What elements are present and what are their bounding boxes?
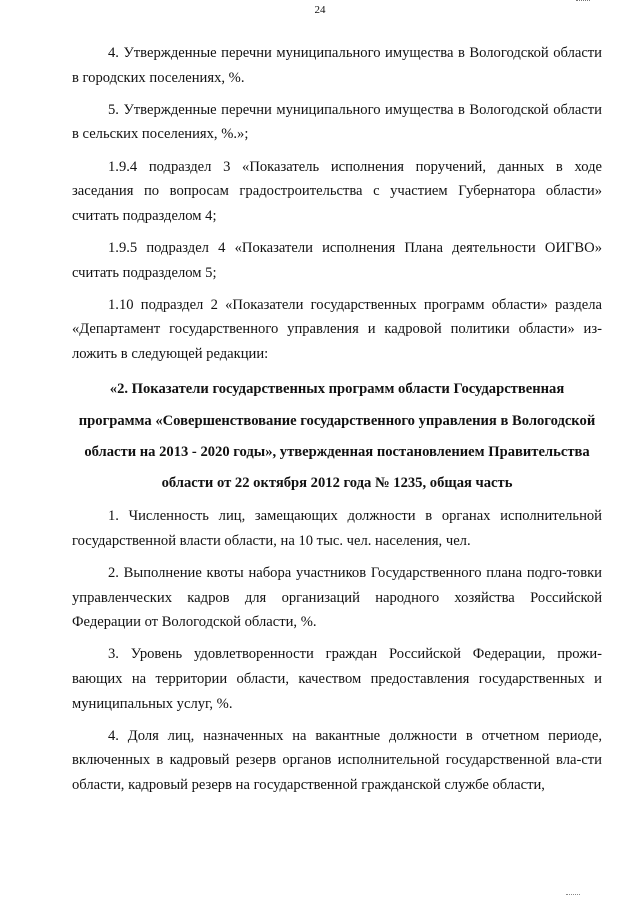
section-heading: «2. Показатели государственных программ области Государственная программа «Совершенствование государственного управления в Вологодской области на 2013 - 2020 годы», утвержденная постановлением Правительства области от 22 октября 2012 года № 1235, общая часть xyxy=(78,381,596,492)
page-number: 24 xyxy=(314,4,326,16)
document-body xyxy=(72,41,602,805)
paragraph-item-5: 5. Утвержденные перечни муниципального имущества в Вологодской области в сельских поселениях, %.»; xyxy=(72,101,602,143)
indicator-4: 4. Доля лиц, назначенных на вакантные должности в отчетном периоде, включенных в кадровый резерв органов исполнительной государственной вла-сти области, кадровый резерв на государственной гражданской службе области, xyxy=(72,727,602,794)
indicator-1: 1. Численность лиц, замещающих должности в органах исполнительной государственной власти области, на 10 тыс. чел. населения, чел. xyxy=(72,508,602,549)
indicator-2: 2. Выполнение квоты набора участников Государственного плана подго-товки управленческих кадров для организаций народного хозяйства Российской Федерации от Вологодской области, %. xyxy=(72,565,602,631)
scan-artifact-bottom xyxy=(566,894,580,899)
indicator-3: 3. Уровень удовлетворенности граждан Российской Федерации, прожи-вающих на территории области, качеством предоставления государственных и муниципальных услуг, %. xyxy=(72,646,602,712)
paragraph-item-4: 4. Утвержденные перечни муниципального имущества в Вологодской области в городских поселениях, %. xyxy=(72,45,602,86)
paragraph-1-10: 1.10 подраздел 2 «Показатели государственных программ области» раздела «Департамент государственного управления и кадровой политики области» из-ложить в следующей редакции: xyxy=(72,296,602,362)
paragraph-1-9-4: 1.9.4 подраздел 3 «Показатель исполнения поручений, данных в ходе заседания по вопросам градостроительства с участием Губернатора области» считать подразделом 4; xyxy=(72,158,602,224)
paragraph-1-9-5: 1.9.5 подраздел 4 «Показатели исполнения Плана деятельности ОИГВО» считать подразделом 5; xyxy=(72,239,602,281)
